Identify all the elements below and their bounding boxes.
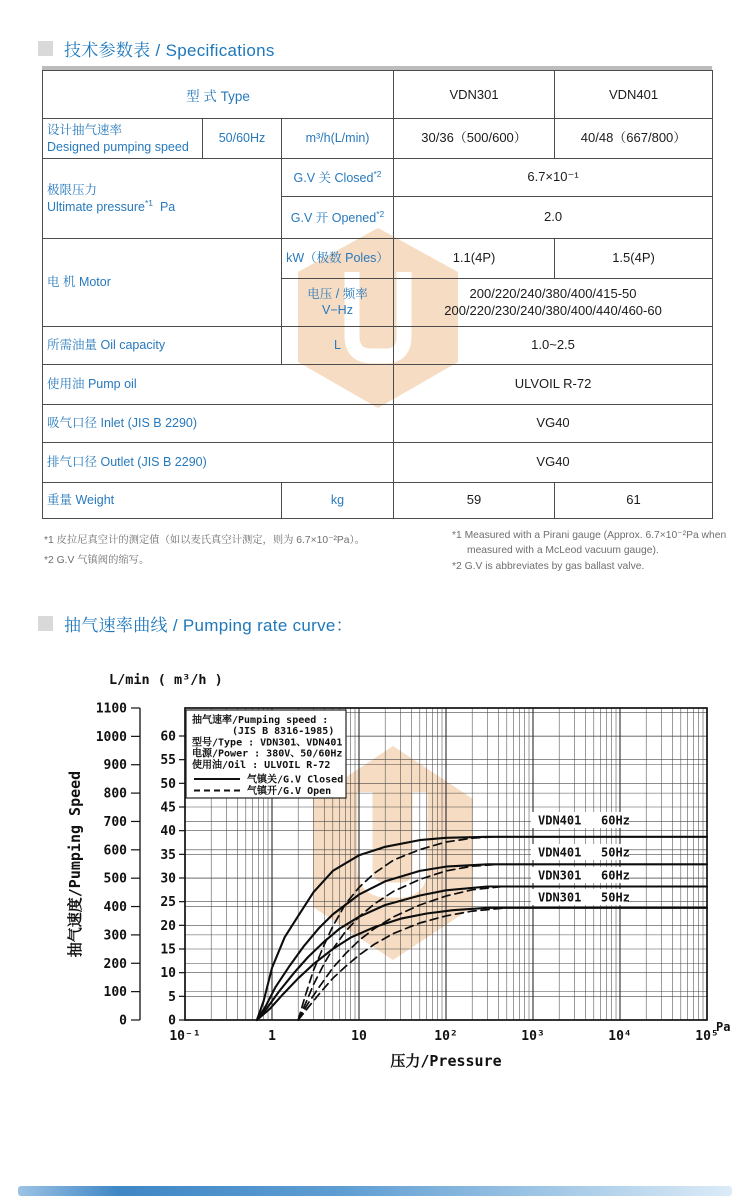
svg-text:50Hz: 50Hz [601,845,630,860]
svg-text:10²: 10² [434,1029,458,1044]
svg-text:10: 10 [160,966,176,982]
footnotes-chinese [44,531,365,571]
table-row [43,159,713,197]
svg-text:700: 700 [103,814,127,830]
svg-text:10³: 10³ [521,1029,545,1044]
pump-oil-value: ULVOIL R-72 [394,365,713,405]
weight-vdn301: 59 [394,483,555,519]
svg-text:800: 800 [103,786,127,802]
oil-capacity-value: 1.0~2.5 [394,327,713,365]
weight-label: 重量 Weight [43,483,282,519]
table-row [43,71,713,119]
svg-text:10⁵: 10⁵ [695,1029,719,1044]
svg-text:型号/Type : VDN301、VDN401: 型号/Type : VDN301、VDN401 [192,737,343,749]
svg-text:0: 0 [119,1013,127,1029]
ultimate-pressure-label: 极限压力 Ultimate pressure$^{*1}$ Pa [43,159,282,239]
specifications-section-title [38,36,275,61]
footnotes-english [452,528,726,574]
section-bullet-icon [38,41,53,56]
svg-text:抽气速率/Pumping speed :: 抽气速率/Pumping speed : [192,715,329,726]
weight-unit: kg [282,483,394,519]
pumping-speed-vdn301: 30/36（500/600） [394,119,555,159]
svg-text:900: 900 [103,758,127,774]
motor-volt-value: 200/220/240/380/400/415-50 200/220/230/240/380/400/440/460-60 [394,279,713,327]
svg-text:45: 45 [160,800,176,816]
type-header-cell: 型 式 Type [43,71,394,119]
table-row [43,327,713,365]
svg-text:10⁴: 10⁴ [608,1029,632,1044]
svg-text:10: 10 [351,1029,367,1044]
gv-open-label: G.V 开 Opened$^{*2}$ [282,197,394,239]
svg-text:气镇关/G.V Closed: 气镇关/G.V Closed [247,774,344,786]
pumping-speed-vdn401: 40/48（667/800） [555,119,713,159]
section-title-text: 技术参数表 / Specifications [64,41,275,60]
table-row [43,365,713,405]
svg-text:VDN401: VDN401 [538,845,582,860]
svg-text:5: 5 [168,989,176,1005]
svg-text:1000: 1000 [95,729,127,745]
motor-volt-label: 电压 / 频率 V−Hz [282,279,394,327]
pumping-speed-label: 设计抽气速率 Designed pumping speed [43,119,203,159]
oil-capacity-label: 所需油量 Oil capacity [43,327,282,365]
svg-text:100: 100 [103,985,127,1001]
svg-text:1100: 1100 [95,701,127,717]
pumping-curve-section-title [38,611,353,636]
motor-kw-vdn301: 1.1(4P) [394,239,555,279]
table-top-border [42,66,712,70]
motor-label: 电 机 Motor [43,239,282,327]
specs-table [42,70,713,519]
svg-text:VDN301: VDN301 [538,890,582,905]
svg-text:60: 60 [160,729,176,745]
svg-text:50Hz: 50Hz [601,890,630,905]
footnote-zh-1: *1 皮拉尼真空计的测定值（如以麦氏真空计测定，则为 6.7×10⁻²Pa）。 [44,535,365,546]
table-row [43,483,713,519]
svg-text:20: 20 [160,918,176,934]
outlet-label: 排气口径 Outlet (JIS B 2290) [43,443,394,483]
section-title-text: 抽气速率曲线 / Pumping rate curve： [64,616,353,635]
footnote-zh-2: *2 G.V 气镇阀的缩写。 [44,555,150,567]
motor-kw-label: kW（极数 Poles） [282,239,394,279]
svg-text:25: 25 [160,895,176,911]
oil-capacity-unit: L [282,327,394,365]
motor-kw-vdn401: 1.5(4P) [555,239,713,279]
svg-text:VDN401: VDN401 [538,813,582,828]
footnote-en-2: measured with a McLeod vacuum gauge). [467,545,659,557]
svg-text:500: 500 [103,871,127,887]
svg-text:40: 40 [160,824,176,840]
model-vdn401: VDN401 [555,71,713,119]
inlet-value: VG40 [394,405,713,443]
model-vdn301: VDN301 [394,71,555,119]
svg-text:L/min ( m³/h ): L/min ( m³/h ) [109,672,223,688]
svg-text:55: 55 [160,753,176,769]
svg-text:10⁻¹: 10⁻¹ [169,1029,201,1044]
pumping-rate-chart [0,650,750,1110]
svg-text:300: 300 [103,928,127,944]
svg-text:60Hz: 60Hz [601,868,630,883]
pumping-speed-unit: m³/h(L/min) [282,119,394,159]
table-row [43,119,713,159]
inlet-label: 吸气口径 Inlet (JIS B 2290) [43,405,394,443]
table-row [43,443,713,483]
outlet-value: VG40 [394,443,713,483]
svg-text:60Hz: 60Hz [601,813,630,828]
svg-text:VDN301: VDN301 [538,868,582,883]
svg-text:0: 0 [168,1013,176,1029]
svg-text:600: 600 [103,843,127,859]
gv-open-value: 2.0 [394,197,713,239]
footnote-en-3: *2 G.V is abbreviates by gas ballast valve. [452,560,645,572]
svg-text:30: 30 [160,871,176,887]
svg-text:压力/Pressure: 压力/Pressure [390,1052,502,1070]
weight-vdn401: 61 [555,483,713,519]
svg-text:气镇开/G.V Open: 气镇开/G.V Open [247,786,332,797]
svg-text:400: 400 [103,900,127,916]
section-bullet-icon [38,616,53,631]
svg-text:1: 1 [268,1029,276,1044]
svg-text:15: 15 [160,942,176,958]
svg-text:(JIS B 8316-1985): (JIS B 8316-1985) [232,726,335,738]
footnote-en-1: *1 Measured with a Pirani gauge (Approx. 6.7×10⁻²Pa when [452,530,727,541]
svg-text:Pa: Pa [716,1020,731,1034]
svg-text:200: 200 [103,956,127,972]
table-row [43,239,713,279]
svg-text:50: 50 [160,776,176,792]
footer-bar [18,1186,732,1196]
gv-closed-value: 6.7×10⁻¹ [394,159,713,197]
svg-text:35: 35 [160,847,176,863]
pumping-speed-freq: 50/60Hz [203,119,282,159]
gv-closed-label: G.V 关 Closed$^{*2}$ [282,159,394,197]
table-row [43,405,713,443]
svg-text:使用油/Oil : ULVOIL R-72: 使用油/Oil : ULVOIL R-72 [192,759,331,771]
pump-oil-label: 使用油 Pump oil [43,365,394,405]
svg-text:电源/Power : 380V、50/60Hz: 电源/Power : 380V、50/60Hz [192,748,343,760]
svg-text:抽气速度/Pumping Speed: 抽气速度/Pumping Speed [66,770,84,958]
